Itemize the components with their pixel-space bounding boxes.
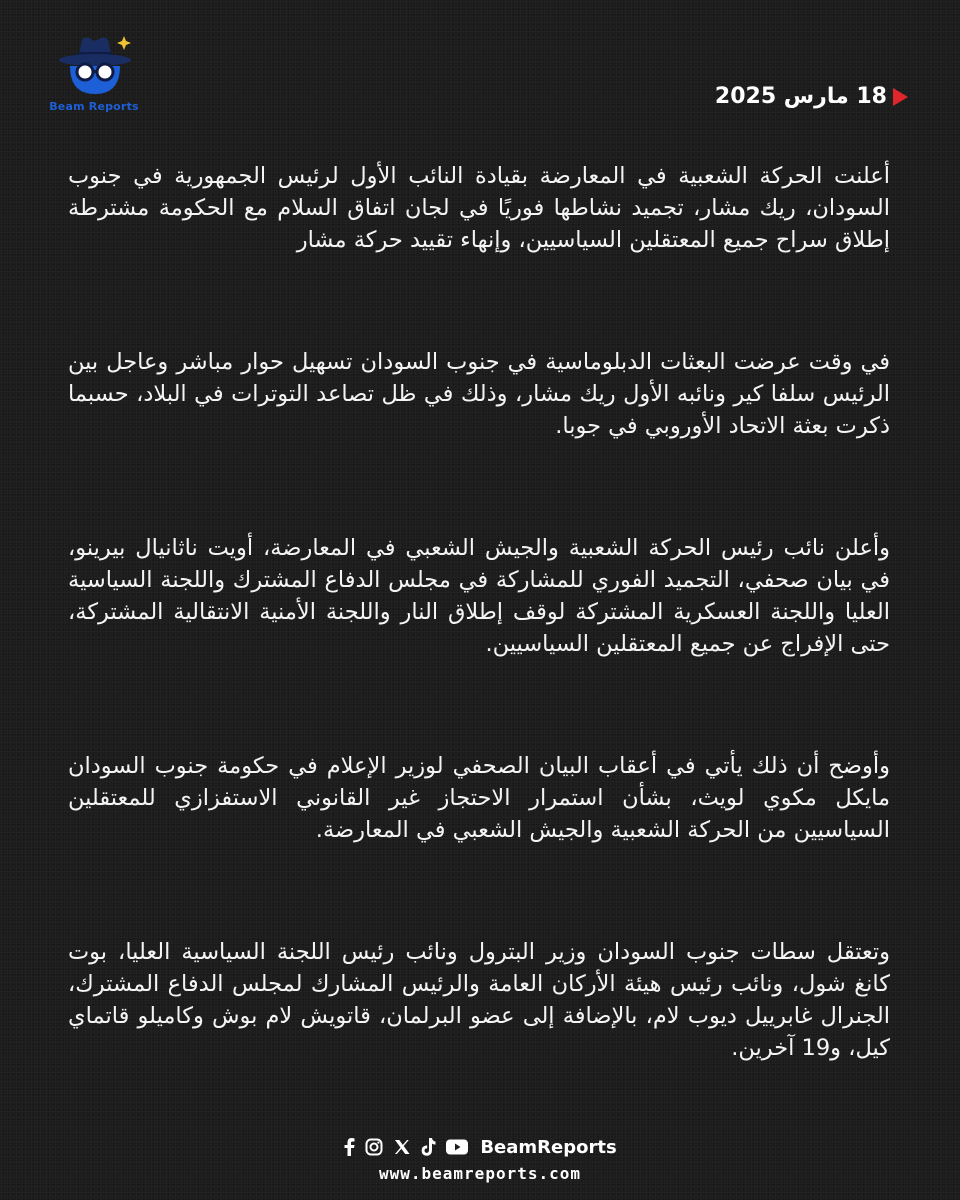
brand-name: BeamReports [480, 1136, 617, 1158]
instagram-icon[interactable] [365, 1138, 383, 1156]
logo-text: Beam Reports [49, 100, 139, 113]
paragraph-3: وأعلن نائب رئيس الحركة الشعبية والجيش الشعبي في المعارضة، أويت ناثانيال بيرينو، في بيان صحفي، التجميد الفوري للمشاركة في مجلس الدفاع المشترك واللجنة السياسية العليا واللجنة العسكرية المشتركة لوقف إطلاق النار واللجنة الأمنية الانتقالية المشتركة، حتى الإفراج عن جميع المعتقلين السياسيين. [68, 535, 890, 657]
paragraph-2: في وقت عرضت البعثات الدبلوماسية في جنوب السودان تسهيل حوار مباشر وعاجل بين الرئيس سلفا كير ونائبه الأول ريك مشار، وذلك في ظل تصاعد التوترات في البلاد، حسبما ذكرت بعثة الاتحاد الأوروبي في جوبا. [68, 349, 890, 439]
date-text: 18 مارس 2025 [714, 84, 887, 109]
red-triangle-icon [893, 88, 908, 106]
spy-hat-glasses-icon [56, 32, 134, 98]
beam-reports-logo [34, 32, 154, 124]
footer [0, 1136, 960, 1183]
x-icon[interactable] [393, 1138, 411, 1156]
social-links [0, 1136, 960, 1158]
tiktok-icon[interactable] [421, 1138, 436, 1156]
date-label [715, 84, 908, 109]
paragraph-5: وتعتقل سطات جنوب السودان وزير البترول ونائب رئيس اللجنة السياسية العليا، بوت كانغ شول، ونائب رئيس هيئة الأركان العامة والرئيس المشارك لمجلس الدفاع المشترك، الجنرال غابرييل ديوب لام، بالإضافة إلى عضو البرلمان، قاتويش لام بوش وكاميلو قاتماي كيل، و19 آخرين. [68, 939, 890, 1061]
youtube-icon[interactable] [446, 1139, 468, 1155]
website-url[interactable]: www.beamreports.com [378, 1164, 582, 1183]
facebook-icon[interactable] [343, 1138, 355, 1156]
paragraph-1: أعلنت الحركة الشعبية في المعارضة بقيادة النائب الأول لرئيس الجمهورية في جنوب السودان، ريك مشار، تجميد نشاطها فوريًا في لجان اتفاق السلام مع الحكومة مشترطة إطلاق سراح جميع المعتقلين السياسيين، وإنهاء تقييد حركة مشار [68, 163, 890, 253]
paragraph-4: وأوضح أن ذلك يأتي في أعقاب البيان الصحفي لوزير الإعلام في حكومة جنوب السودان مايكل مكوي لويث، بشأن استمرار الاحتجاز غير القانوني الاستفزازي للمعتقلين السياسيين من الحركة الشعبية والجيش الشعبي في المعارضة. [68, 753, 890, 843]
article-body [68, 160, 890, 1064]
